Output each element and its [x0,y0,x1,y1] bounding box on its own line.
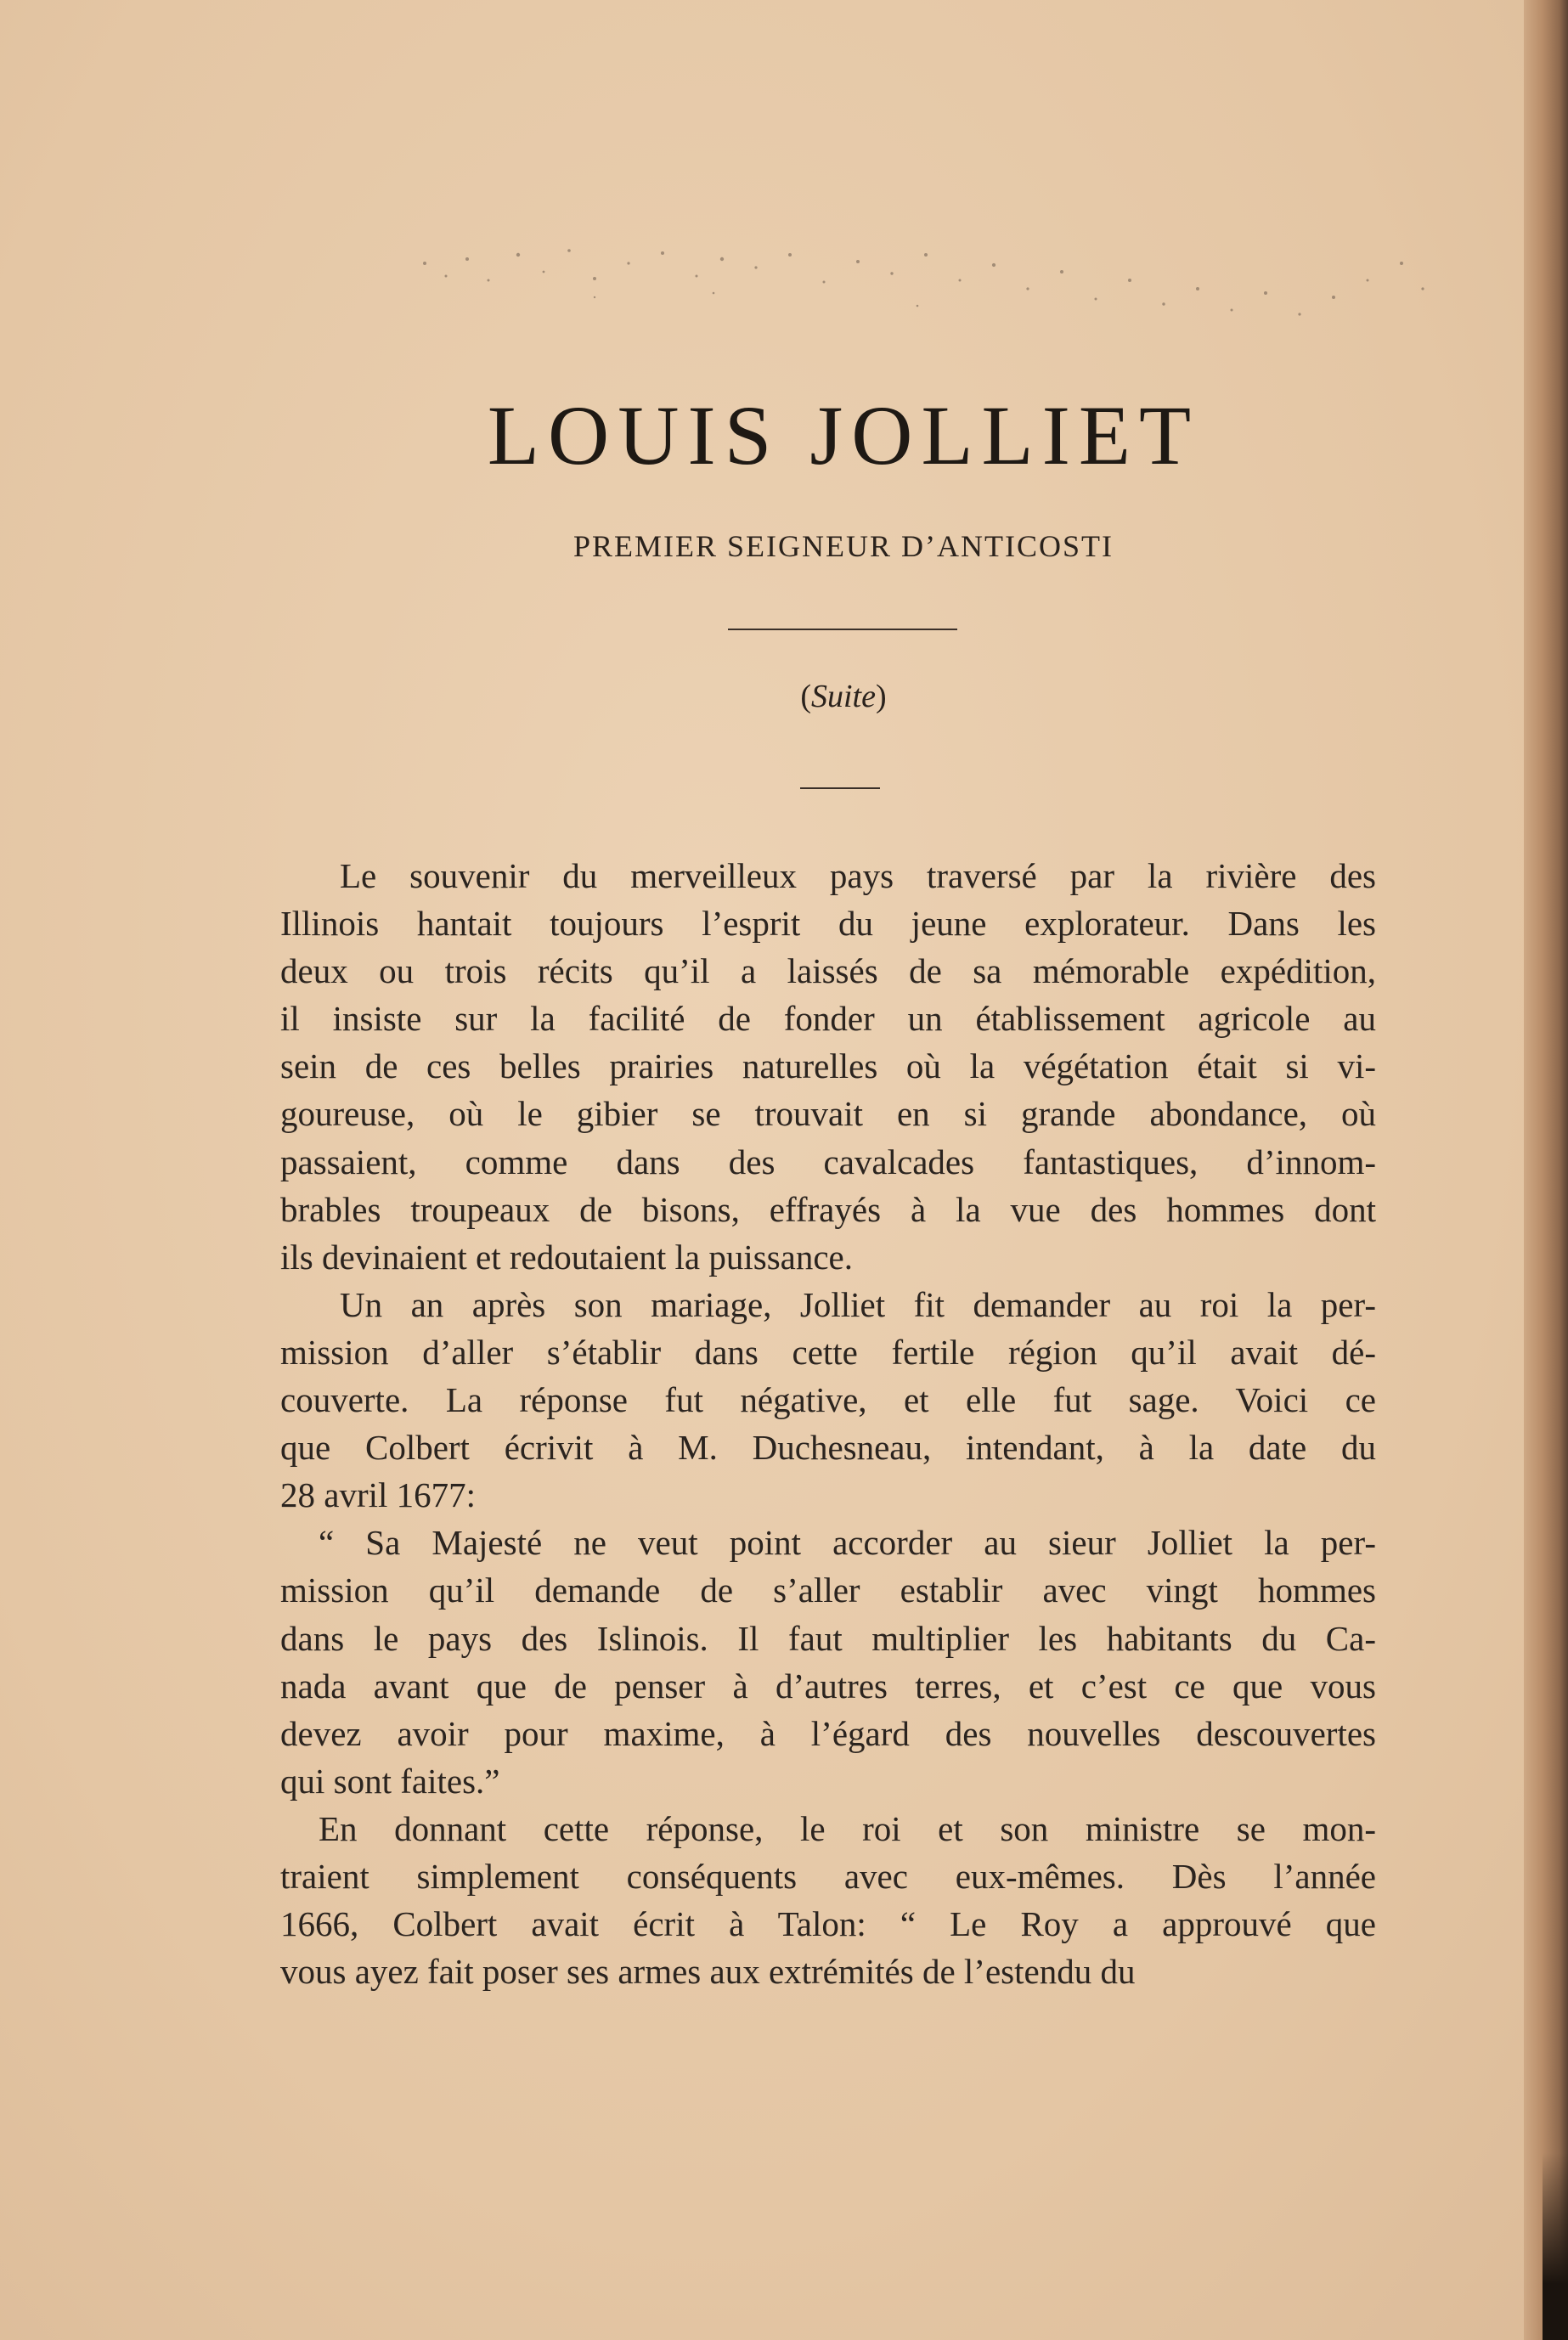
text-line: Un an après son mariage, Jolliet fit demander au roi la per- [340,1284,1376,1324]
text-line: ils devinaient et redoutaient la puissance. [280,1237,853,1277]
text-line: traient simplement conséquents avec eux-mêmes. Dès l’année [280,1856,1376,1896]
title-divider [728,629,957,630]
text-line: passaient, comme dans des cavalcades fantastiques, d’innom- [280,1142,1376,1181]
text-line: dans le pays des Islinois. Il faut multiplier les habitants du Ca- [280,1618,1376,1658]
suite-close-paren: ) [875,679,887,714]
section-divider [800,787,880,789]
article-title: LOUIS JOLLIET [487,388,1200,482]
text-line: brables troupeaux de bisons, effrayés à la vue des hommes dont [280,1189,1376,1229]
text-line: qui sont faites.” [280,1761,500,1801]
continuation-label [59,678,1568,715]
text-line: mission d’aller s’établir dans cette fertile région qu’il avait dé- [280,1332,1376,1372]
text-line: deux ou trois récits qu’il a laissés de sa mémorable expédition, [280,951,1376,991]
text-line: goureuse, où le gibier se trouvait en si grande abondance, où [280,1094,1376,1134]
body-text [280,852,1376,1995]
text-line: 28 avril 1677: [280,1475,477,1515]
paragraph [280,1519,1376,1805]
text-line: Le souvenir du merveilleux pays traversé par la rivière des [340,856,1376,895]
binding-edge [1524,0,1568,2340]
paragraph [280,1281,1376,1519]
text-line: 1666, Colbert avait écrit à Talon: “ Le Roy a approuvé que [280,1904,1376,1944]
paragraph [280,852,1376,1281]
speckled-ornament [408,229,1435,340]
text-line: mission qu’il demande de s’aller establir avec vingt hommes [280,1570,1376,1610]
text-line: que Colbert écrivit à M. Duchesneau, intendant, à la date du [280,1428,1376,1468]
article-subtitle: PREMIER SEIGNEUR D’ANTICOSTI [573,529,1114,563]
suite-open-paren: ( [800,679,811,714]
text-line: nada avant que de penser à d’autres terres, et c’est ce que vous [280,1666,1376,1706]
paragraph [280,1805,1376,1995]
text-line: couverte. La réponse fut négative, et elle fut sage. Voici ce [280,1380,1376,1420]
text-line: vous ayez fait poser ses armes aux extrémités de l’estendu du [280,1952,1136,1992]
text-line: sein de ces belles prairies naturelles où la végétation était si vi- [280,1046,1376,1086]
text-line: il insiste sur la facilité de fonder un établissement agricole au [280,999,1376,1039]
suite-word: Suite [811,679,876,714]
text-line: “ Sa Majesté ne veut point accorder au sieur Jolliet la per- [319,1523,1376,1563]
text-line: En donnant cette réponse, le roi et son ministre se mon- [319,1808,1376,1848]
text-line: Illinois hantait toujours l’esprit du jeune explorateur. Dans les [280,904,1376,944]
text-line: devez avoir pour maxime, à l’égard des nouvelles descouvertes [280,1713,1376,1753]
